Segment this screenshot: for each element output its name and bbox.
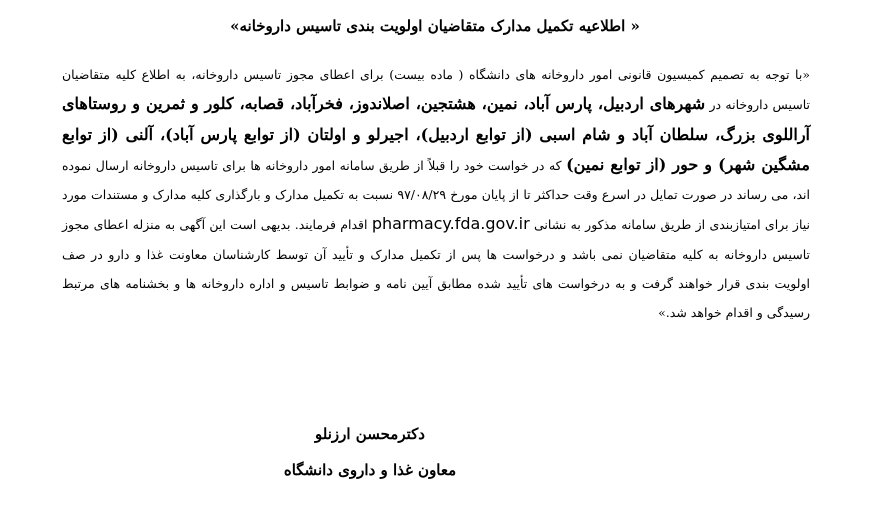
announcement-title: « اطلاعیه تکمیل مدارک متقاضیان اولویت بندی تاسیس داروخانه» — [230, 17, 640, 35]
body-intro-text: «با توجه به تصمیم کمیسیون قانونی امور داروخانه های دانشگاه ( ماده بیست) برای اعطای مجوز تاسیس داروخانه، به اطلاع کلیه متقاضیان تاسیس داروخانه در — [62, 67, 810, 113]
signature-block — [250, 416, 490, 488]
signatory-name: دکترمحسن ارزنلو — [315, 425, 425, 443]
body-cities-text: شهرهای اردبیل، پارس آباد، نمین، هشتجین، اصلاندوز، فخرآباد، قصابه، کلور و ثمرین و روستاهای آراللوی بزرگ، سلطان آباد و شام اسبی (از توابع اردبیل)، اجیرلو و اولتان (از توابع پارس آباد)، آلنی (از توابع مشگین شهر) و حور (از توابع نمین) — [62, 94, 811, 174]
pharmacy-portal-url: pharmacy.fda.gov.ir — [371, 214, 530, 234]
signatory-position: معاون غذا و داروی دانشگاه — [283, 461, 457, 479]
announcement-body — [62, 60, 810, 328]
body-closing-text: اقدام فرمایند. بدیهی است این آگهی به منزله اعطای مجوز تاسیس داروخانه به کلیه متقاضیان نمی باشد و درخواست ها پس از تکمیل مدارک و تأیید آن توسط کارشناسان معاونت غذا و دارو در صف اولویت بندی قرار خواهند گرفت و به درخواست های تأیید شده مطابق آیین نامه و ضوابط تاسیس و اداره داروخانه ها و بخشنامه های مرتبط رسیدگی و اقدام خواهد شد.» — [62, 217, 810, 321]
body-instructions-text: که در خواست خود را قبلاً از طریق سامانه امور داروخانه ها برای تاسیس داروخانه ارسال نموده اند، می رساند در صورت تمایل در اسرع وقت حداکثر تا از پایان مورخ ۹۷/۰۸/۲۹ نسبت به تکمیل مدارک و بارگذاری کلیه مدارک و مستندات مورد نیاز برای امتیازبندی از طریق سامانه مذکور به نشانی — [62, 157, 811, 233]
